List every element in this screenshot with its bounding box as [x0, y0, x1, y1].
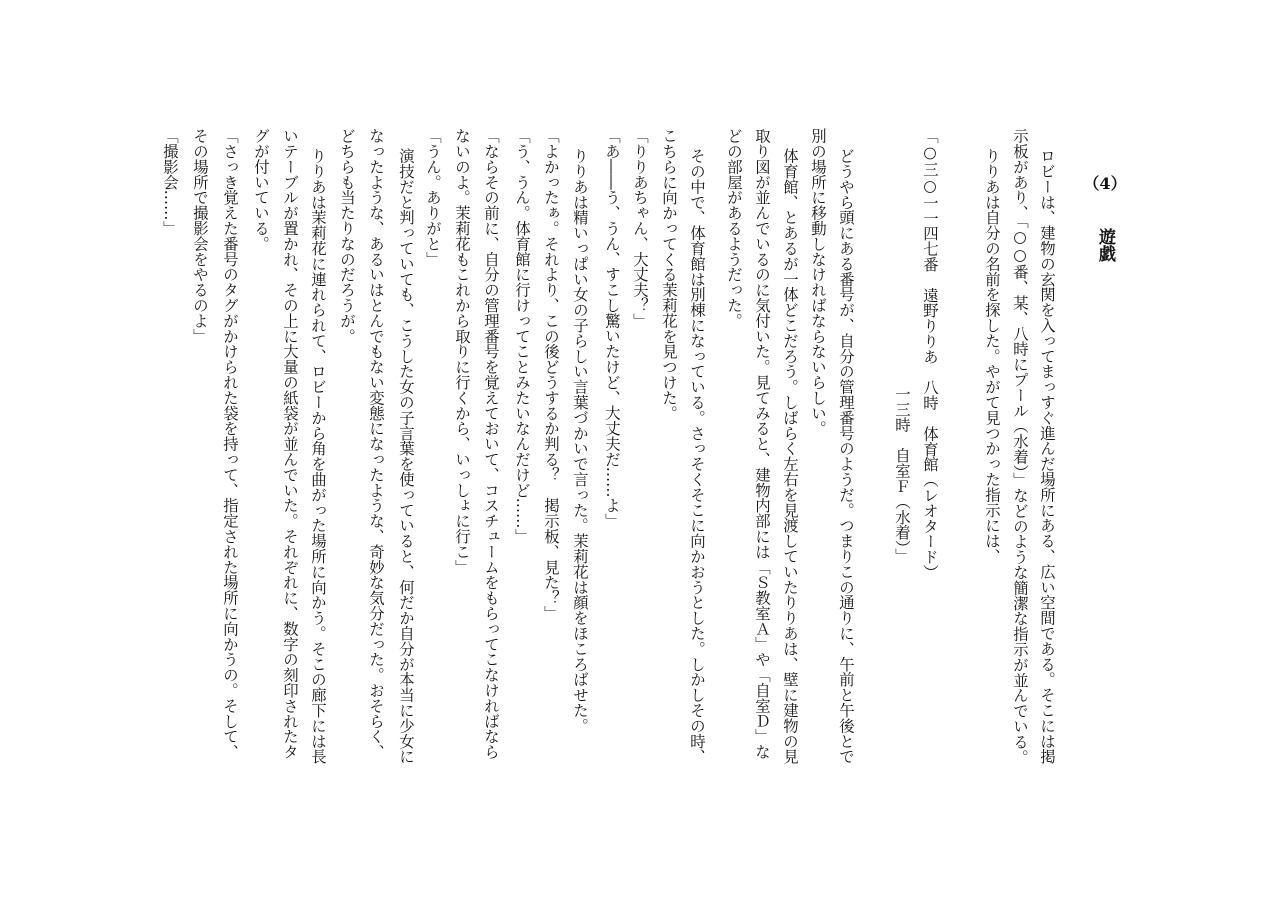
text-line: 「あ――う、うん、すこし驚いたけど、大丈夫だ……よ」 — [603, 128, 621, 529]
text-line: 「う、うん。体育館に行けってことみたいなんだけど……」 — [513, 128, 531, 544]
text-line: いテーブルが置かれ、その上に大量の紙袋が並んでいた。それぞれに、数字の刻印されたタ — [281, 128, 299, 760]
text-line: 「りりあちゃん、大丈夫？」 — [631, 128, 649, 329]
text-line: りりあは精いっぱい女の子らしい言葉づかいで言った。茉莉花は顔をほころばせた。 — [571, 148, 589, 734]
text-line: こちらに向かってくる茉莉花を見つけた。 — [660, 128, 678, 421]
text-line: 「○三○一一四七番 遠野りりあ 八時 体育館（レオタード） — [921, 128, 939, 580]
text-line: どの部屋があるようだった。 — [725, 128, 743, 329]
text-line: ロビーは、建物の玄関を入ってまっすぐ進んだ場所にある、広い空間である。そこには掲 — [1038, 148, 1056, 764]
text-line: 「撮影会……」 — [161, 128, 179, 236]
text-line: ないのよ。茉莉花もこれから取りに行くから、いっしょに行こ」 — [453, 128, 471, 575]
text-line: グが付いている。 — [252, 128, 270, 252]
text-line: どちらも当たりなのだろうが。 — [338, 128, 356, 344]
text-line: なったような、あるいはとんでもない変態になったような、奇妙な気分だった。おそらく、 — [367, 128, 385, 760]
text-line: 示板があり、「○○番、某、八時にプール（水着）」などのような簡潔な指示が並んでいる。 — [1011, 128, 1029, 765]
text-line: 演技だと判っていても、こうした女の子言葉を使っていると、何だか自分が本当に少女に — [397, 148, 415, 764]
text-line: 一三時 自室Ｆ（水着）」 — [893, 386, 911, 564]
text-line: 別の場所に移動しなければならないらしい。 — [809, 128, 827, 436]
text-line: りりあは茉莉花に連れられて、ロビーから角を曲がった場所に向かう。そこの廊下には長 — [309, 148, 327, 764]
text-line: 「うん。ありがと」 — [424, 128, 442, 267]
text-line: 「よかったぁ。それより、この後どうするか判る？ 掲示板、見た？」 — [542, 128, 560, 621]
text-line: りりあは自分の名前を探した。やがて見つかった指示には、 — [983, 148, 1001, 564]
text-line: 体育館、とあるが一体どこだろう。しばらく左右を見渡していたりりあは、壁に建物の見 — [781, 148, 799, 764]
text-line: その場所で撮影会をやるのよ」 — [191, 128, 209, 344]
text-line: 「ならその前に、自分の管理番号を覚えておいて、コスチュームをもらってこなければなら — [482, 128, 500, 760]
text-line: 取り図が並んでいるのに気付いた。見てみると、建物内部には「Ｓ教室Ａ」や「自室Ｄ」な — [753, 128, 771, 760]
text-line: その中で、体育館は別棟になっている。さっそくそこに向かおうとした。しかしその時、 — [688, 148, 706, 764]
chapter-title: 遊戯 — [1095, 228, 1115, 262]
chapter-number: （4） — [1083, 174, 1127, 193]
text-line: 「さっき覚えた番号のタグがかけられた袋を持って、指定された場所に向かうの。そして、 — [221, 128, 239, 760]
text-line: どうやら頭にある番号が、自分の管理番号のようだ。つまりこの通りに、午前と午後とで — [837, 148, 855, 764]
